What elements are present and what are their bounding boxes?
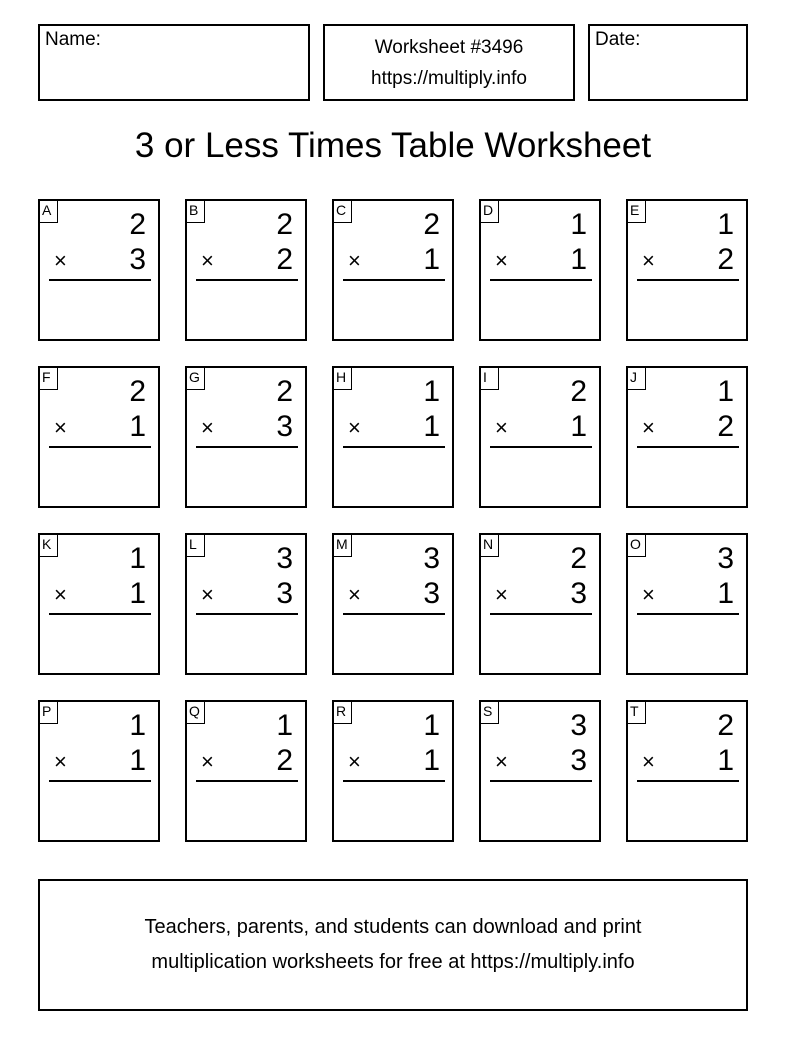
times-sign: × [348, 582, 361, 607]
multiplier: 1 [129, 410, 146, 443]
problem-card[interactable] [38, 366, 160, 508]
multiplier: 2 [276, 243, 293, 276]
multiplier: 1 [423, 410, 440, 443]
multiplicand: 1 [129, 709, 146, 742]
footer-line-1: Teachers, parents, and students can download and print [144, 916, 642, 938]
worksheet-info-box [323, 24, 575, 101]
times-sign: × [642, 415, 655, 440]
times-sign: × [54, 415, 67, 440]
multiplicand: 3 [276, 542, 293, 575]
name-label: Name: [45, 29, 101, 50]
problem-letter: D [479, 199, 499, 223]
problem-letter: P [38, 700, 58, 724]
problem-card[interactable] [185, 199, 307, 341]
multiplier: 3 [570, 577, 587, 610]
answer-line [343, 780, 445, 782]
problem-letter: J [626, 366, 646, 390]
multiplier: 1 [423, 243, 440, 276]
multiplicand: 1 [717, 375, 734, 408]
multiplier: 1 [570, 410, 587, 443]
problem-letter: T [626, 700, 646, 724]
answer-line [343, 613, 445, 615]
problem-letter: G [185, 366, 205, 390]
multiplier: 1 [717, 744, 734, 777]
multiplier: 2 [717, 410, 734, 443]
problem-letter: S [479, 700, 499, 724]
page-title: 3 or Less Times Table Worksheet [134, 126, 652, 165]
multiplier: 1 [129, 577, 146, 610]
answer-line [49, 446, 151, 448]
problem-card[interactable] [38, 533, 160, 675]
problem-card[interactable] [332, 533, 454, 675]
answer-line [637, 613, 739, 615]
name-field[interactable] [38, 24, 310, 101]
problem-card[interactable] [38, 700, 160, 842]
answer-line [637, 446, 739, 448]
answer-line [490, 613, 592, 615]
footer-line-2: multiplication worksheets for free at https://multiply.info [151, 951, 635, 973]
times-sign: × [642, 749, 655, 774]
answer-line [196, 613, 298, 615]
problem-letter: B [185, 199, 205, 223]
problem-letter: A [38, 199, 58, 223]
problem-card[interactable] [479, 700, 601, 842]
multiplicand: 3 [717, 542, 734, 575]
worksheet-url: https://multiply.info [371, 67, 527, 89]
problem-card[interactable] [479, 533, 601, 675]
multiplicand: 2 [570, 542, 587, 575]
multiplicand: 2 [129, 375, 146, 408]
multiplier: 1 [717, 577, 734, 610]
problem-card[interactable] [626, 533, 748, 675]
answer-line [343, 279, 445, 281]
times-sign: × [495, 582, 508, 607]
date-label: Date: [595, 29, 641, 50]
answer-line [196, 279, 298, 281]
times-sign: × [201, 415, 214, 440]
problem-card[interactable] [479, 199, 601, 341]
problem-letter: I [479, 366, 499, 390]
problem-card[interactable] [332, 366, 454, 508]
problem-letter: N [479, 533, 499, 557]
multiplicand: 2 [129, 208, 146, 241]
multiplier: 2 [717, 243, 734, 276]
problem-letter: R [332, 700, 352, 724]
problem-card[interactable] [626, 700, 748, 842]
problem-letter: O [626, 533, 646, 557]
times-sign: × [495, 248, 508, 273]
problem-card[interactable] [626, 199, 748, 341]
problem-card[interactable] [626, 366, 748, 508]
worksheet-number: Worksheet #3496 [374, 36, 524, 58]
answer-line [490, 279, 592, 281]
multiplicand: 1 [276, 709, 293, 742]
answer-line [49, 780, 151, 782]
answer-line [49, 279, 151, 281]
multiplicand: 2 [717, 709, 734, 742]
times-sign: × [348, 415, 361, 440]
problem-card[interactable] [332, 199, 454, 341]
problem-card[interactable] [185, 700, 307, 842]
problem-letter: Q [185, 700, 205, 724]
times-sign: × [642, 248, 655, 273]
problem-letter: H [332, 366, 352, 390]
multiplier: 3 [276, 410, 293, 443]
answer-line [343, 446, 445, 448]
times-sign: × [201, 582, 214, 607]
answer-line [49, 613, 151, 615]
problem-letter: K [38, 533, 58, 557]
multiplicand: 3 [423, 542, 440, 575]
multiplicand: 1 [570, 208, 587, 241]
answer-line [637, 279, 739, 281]
multiplier: 3 [423, 577, 440, 610]
multiplicand: 1 [423, 709, 440, 742]
times-sign: × [495, 749, 508, 774]
answer-line [196, 780, 298, 782]
times-sign: × [495, 415, 508, 440]
multiplicand: 2 [276, 208, 293, 241]
problem-letter: C [332, 199, 352, 223]
multiplicand: 2 [570, 375, 587, 408]
times-sign: × [54, 248, 67, 273]
problem-card[interactable] [332, 700, 454, 842]
answer-line [490, 780, 592, 782]
multiplier: 1 [423, 744, 440, 777]
times-sign: × [54, 582, 67, 607]
multiplier: 3 [570, 744, 587, 777]
multiplier: 3 [276, 577, 293, 610]
multiplier: 1 [129, 744, 146, 777]
multiplier: 3 [129, 243, 146, 276]
times-sign: × [348, 248, 361, 273]
footer-note [38, 879, 748, 1011]
multiplicand: 1 [423, 375, 440, 408]
multiplicand: 3 [570, 709, 587, 742]
multiplier: 2 [276, 744, 293, 777]
problem-card[interactable] [185, 366, 307, 508]
date-field[interactable] [588, 24, 748, 101]
multiplicand: 1 [717, 208, 734, 241]
times-sign: × [201, 749, 214, 774]
problem-card[interactable] [479, 366, 601, 508]
multiplicand: 1 [129, 542, 146, 575]
times-sign: × [54, 749, 67, 774]
times-sign: × [642, 582, 655, 607]
answer-line [490, 446, 592, 448]
multiplicand: 2 [276, 375, 293, 408]
multiplicand: 2 [423, 208, 440, 241]
problem-letter: M [332, 533, 352, 557]
times-sign: × [201, 248, 214, 273]
times-sign: × [348, 749, 361, 774]
multiplier: 1 [570, 243, 587, 276]
answer-line [196, 446, 298, 448]
problem-letter: F [38, 366, 58, 390]
problem-card[interactable] [185, 533, 307, 675]
problem-letter: L [185, 533, 205, 557]
problem-card[interactable] [38, 199, 160, 341]
answer-line [637, 780, 739, 782]
problem-letter: E [626, 199, 646, 223]
